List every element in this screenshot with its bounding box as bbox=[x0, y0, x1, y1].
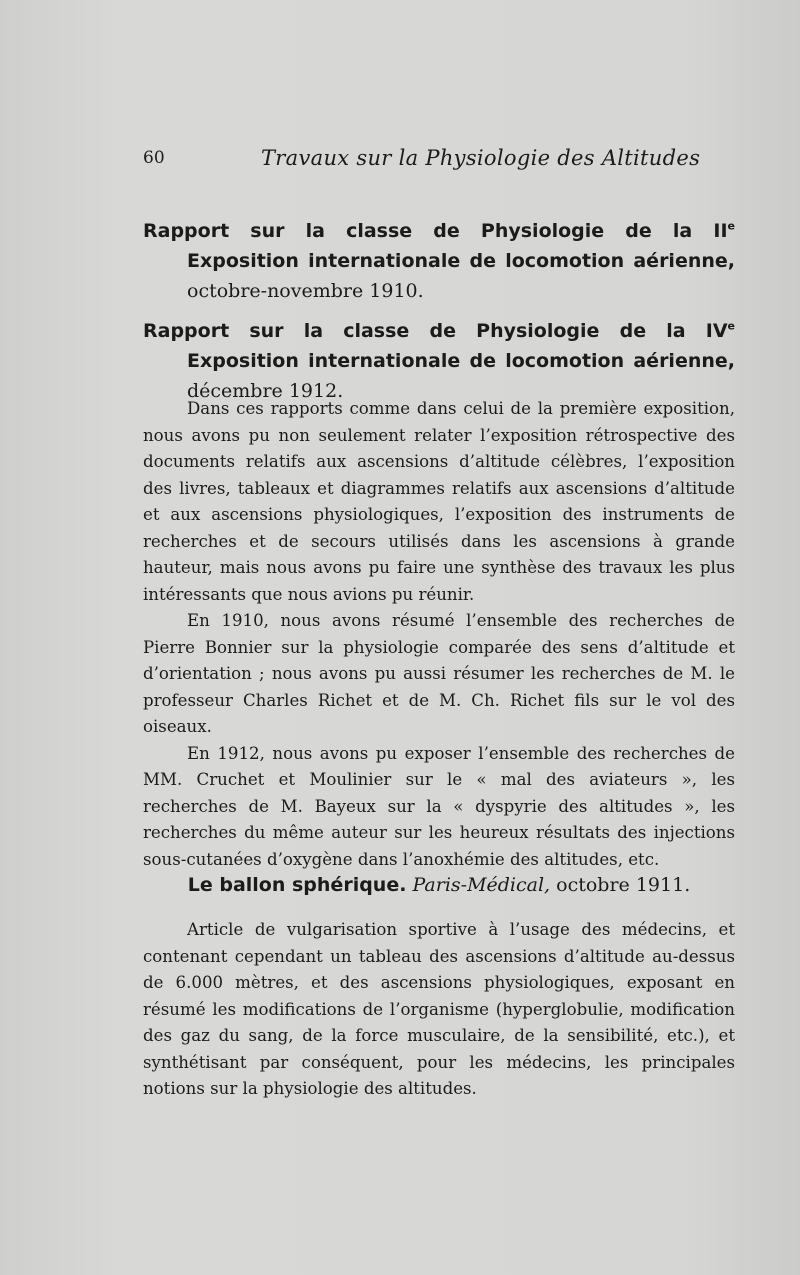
entry-heading-1-date: octobre-novembre 1910. bbox=[187, 280, 424, 302]
entry-heading-1-bold-a: Rapport sur la classe de Physiologie de la II bbox=[143, 220, 728, 242]
body-text-1 bbox=[143, 396, 735, 873]
paragraph: Dans ces rapports comme dans celui de la première exposition, nous avons pu non seulement relater l’exposition rétrospective des documents relatifs aux ascensions d’altitude célèbres, l’exposition des livres, tableaux et diagrammes relatifs aux ascensions d’altitude et aux ascensions physiologiques, l’exposition des instruments de recherches et de secours utilisés dans les ascensions à grande hauteur, mais nous avons pu faire une synthèse des travaux les plus intéressants que nous avions pu réunir. bbox=[143, 399, 735, 604]
entry-heading-2-bold-b: Exposition internationale de locomotion aérienne, bbox=[187, 350, 735, 372]
entry-heading-2-bold-a: Rapport sur la classe de Physiologie de la IV bbox=[143, 320, 728, 342]
entry-heading-1 bbox=[143, 216, 735, 306]
entry-heading-2-superscript: e bbox=[727, 319, 735, 333]
running-head bbox=[143, 146, 743, 176]
paragraph: En 1912, nous avons pu exposer l’ensemble des recherches de MM. Cruchet et Moulinier sur le « mal des aviateurs », les recherches de M. Bayeux sur la « dyspyrie des altitudes », les recherches du même auteur sur les heureux résultats des injections sous-cutanées d’oxygène dans l’anoxhémie des altitudes, etc. bbox=[143, 743, 735, 869]
section-heading-title: Le ballon sphérique. bbox=[187, 874, 407, 896]
bibliography-entry-1 bbox=[143, 216, 735, 306]
section-heading-journal: Paris-Médical, bbox=[412, 874, 551, 896]
page-number: 60 bbox=[143, 148, 165, 168]
running-title: Travaux sur la Physiologie des Altitudes bbox=[261, 146, 701, 170]
section-heading bbox=[143, 874, 735, 896]
entry-heading-1-bold-b: Exposition internationale de locomotion aérienne, bbox=[187, 250, 735, 272]
entry-heading-2-date: décembre 1912. bbox=[187, 380, 344, 402]
section-heading-date: octobre 1911. bbox=[556, 874, 691, 896]
bibliography-entry-2 bbox=[143, 316, 735, 406]
entry-heading-1-superscript: e bbox=[727, 219, 735, 233]
paragraph: En 1910, nous avons résumé l’ensemble des recherches de Pierre Bonnier sur la physiologie comparée des sens d’altitude et d’orientation ; nous avons pu aussi résumer les recherches de M. le professeur Charles Richet et de M. Ch. Richet fils sur le vol des oiseaux. bbox=[143, 611, 735, 736]
entry-heading-2 bbox=[143, 316, 735, 406]
paragraph: Article de vulgarisation sportive à l’usage des médecins, et contenant cependant un tableau des ascensions d’altitude au-dessus de 6.000 mètres, et des ascensions physiologiques, exposant en résumé les modifications de l’organisme (hyperglobulie, modification des gaz du sang, de la force musculaire, de la sensibilité, etc.), et synthétisant par conséquent, pour les médecins, les principales notions sur la physiologie des altitudes. bbox=[143, 920, 735, 1098]
body-text-2 bbox=[143, 917, 735, 1103]
